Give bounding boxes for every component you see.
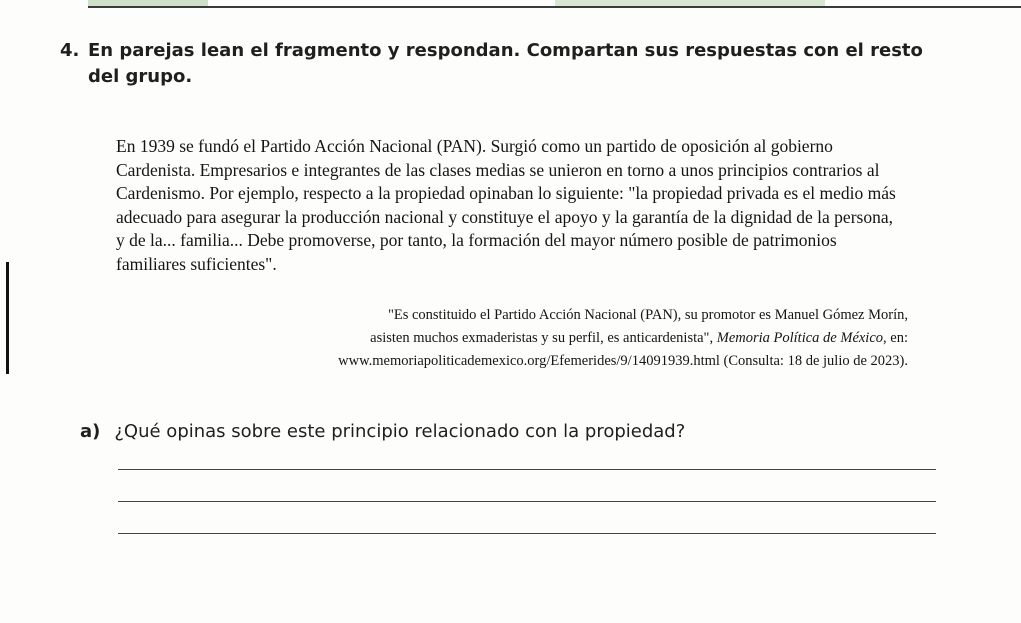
question-number: 4. xyxy=(60,40,80,61)
answer-line-3[interactable] xyxy=(118,533,936,534)
citation-line-2 xyxy=(240,327,908,350)
top-rule xyxy=(88,6,1021,8)
answer-line-2[interactable] xyxy=(118,501,936,502)
answer-line-1[interactable] xyxy=(118,469,936,470)
sub-question-letter: a) xyxy=(80,421,101,442)
source-citation xyxy=(240,304,908,373)
citation-line-2-a: asisten muchos exmaderistas y su perfil, es anticardenista", xyxy=(370,330,717,346)
sub-question-a xyxy=(80,420,940,444)
citation-url: www.memoriapoliticademexico.org/Efemerides/9/14091939.html (Consulta: 18 de julio de 2023). xyxy=(338,353,908,369)
sub-question-text: ¿Qué opinas sobre este principio relacionado con la propiedad? xyxy=(114,421,686,442)
citation-source-title: Memoria Política de México xyxy=(716,330,884,346)
question-instructions: En parejas lean el fragmento y respondan. Compartan sus respuestas con el resto del grupo. xyxy=(88,40,923,87)
reading-passage xyxy=(116,135,906,276)
margin-mark xyxy=(6,262,9,374)
citation-line-1: "Es constituido el Partido Acción Nacional (PAN), su promotor es Manuel Gómez Morín, xyxy=(387,307,908,323)
citation-line-2-b: , en: xyxy=(883,330,908,346)
passage-text: En 1939 se fundó el Partido Acción Nacional (PAN). Surgió como un partido de oposición al gobierno Cardenista. Empresarios e integrantes de las clases medias se unieron en torno a unos principios contrarios al Cardenismo. Por ejemplo, respecto a la propiedad opinaban lo siguiente: "la propiedad privada es el medio más adecuado para asegurar la producción nacional y constituye el apoyo y la garantía de la dignidad de la persona, y de la... familia... Debe promoverse, por tanto, la formación del mayor número posible de patrimonios familiares suficientes". xyxy=(116,136,896,274)
